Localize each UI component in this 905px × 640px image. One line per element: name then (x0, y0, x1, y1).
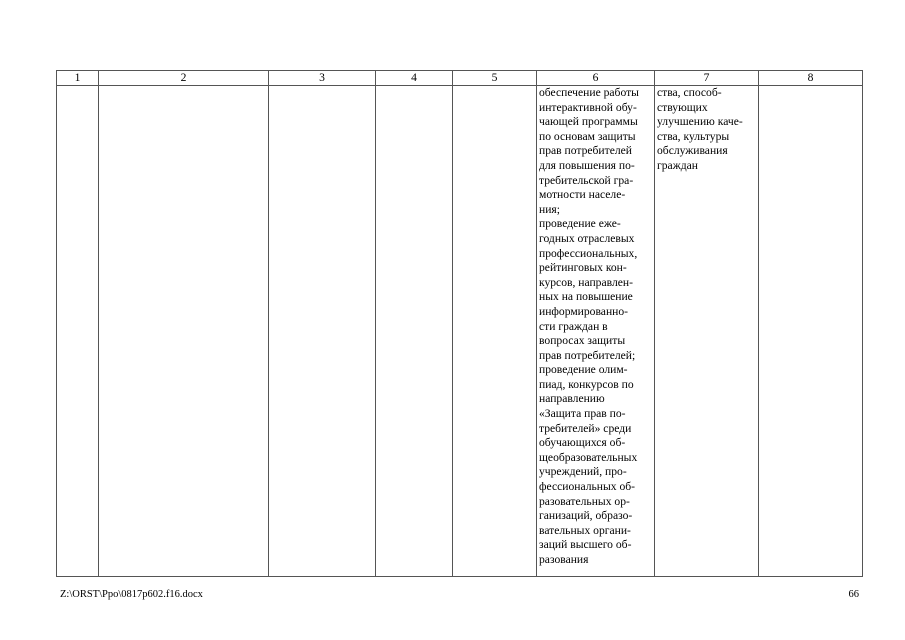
column-header-5: 5 (453, 71, 537, 86)
text-line: ганизаций, образо- (539, 509, 633, 523)
col7-text (657, 86, 756, 174)
text-line: для повышения по- (539, 158, 635, 172)
text-line: граждан (657, 158, 698, 172)
column-header-8: 8 (759, 71, 863, 86)
column-header-7: 7 (655, 71, 759, 86)
text-line: годных отраслевых (539, 231, 635, 245)
text-line: прав потребителей; (539, 348, 636, 362)
text-line: разования (539, 553, 589, 566)
cell-col-6 (537, 86, 655, 577)
text-line: направлению (539, 392, 605, 406)
text-line: заций высшего об- (539, 538, 632, 552)
cell-col-2 (99, 86, 269, 577)
column-header-4: 4 (376, 71, 453, 86)
text-line: ства, культуры (657, 129, 730, 143)
text-line: учреждений, про- (539, 465, 627, 479)
text-line: проведение олим- (539, 363, 628, 377)
text-line: пиад, конкурсов по (539, 377, 634, 391)
cell-col-8 (759, 86, 863, 577)
text-line: рейтинговых кон- (539, 261, 627, 275)
text-line: чающей программы (539, 115, 638, 129)
text-line: профессиональных, (539, 246, 638, 260)
text-line: ния; (539, 202, 560, 216)
text-line: проведение еже- (539, 217, 621, 231)
cell-col-5 (453, 86, 537, 577)
text-line: улучшению каче- (657, 115, 743, 129)
cell-col-7 (655, 86, 759, 577)
table-row (57, 86, 863, 577)
text-line: мотности населе- (539, 188, 626, 202)
text-line: интерактивной обу- (539, 100, 637, 114)
text-line: вательных органи- (539, 523, 631, 537)
col6-text (539, 86, 652, 568)
text-line: фессиональных об- (539, 480, 636, 494)
cell-col-3 (269, 86, 376, 577)
text-line: ства, способ- (657, 86, 722, 99)
column-header-2: 2 (99, 71, 269, 86)
text-line: по основам защиты (539, 129, 636, 143)
text-line: вопросах защиты (539, 334, 626, 348)
text-line: обслуживания (657, 144, 728, 158)
text-line: требительской гра- (539, 173, 634, 187)
text-line: сти граждан в (539, 319, 608, 333)
column-header-3: 3 (269, 71, 376, 86)
text-line: информированно- (539, 304, 629, 318)
text-line: ствующих (657, 100, 708, 114)
table-header-row (57, 71, 863, 86)
text-line: щеобразовательных (539, 450, 638, 464)
footer-file-path: Z:\ORST\Ppo\0817p602.f16.docx (60, 589, 203, 600)
page-number: 66 (848, 589, 859, 600)
text-line: разовательных ор- (539, 494, 630, 508)
text-line: ных на повышение (539, 290, 633, 304)
column-header-6: 6 (537, 71, 655, 86)
column-header-1: 1 (57, 71, 99, 86)
cell-col-1 (57, 86, 99, 577)
text-line: обучающихся об- (539, 436, 626, 450)
document-table (56, 70, 863, 577)
text-line: требителей» среди (539, 421, 632, 435)
text-line: обеспечение работы (539, 86, 639, 99)
text-line: «Защита прав по- (539, 407, 626, 421)
cell-col-4 (376, 86, 453, 577)
text-line: прав потребителей (539, 144, 632, 158)
text-line: курсов, направлен- (539, 275, 633, 289)
